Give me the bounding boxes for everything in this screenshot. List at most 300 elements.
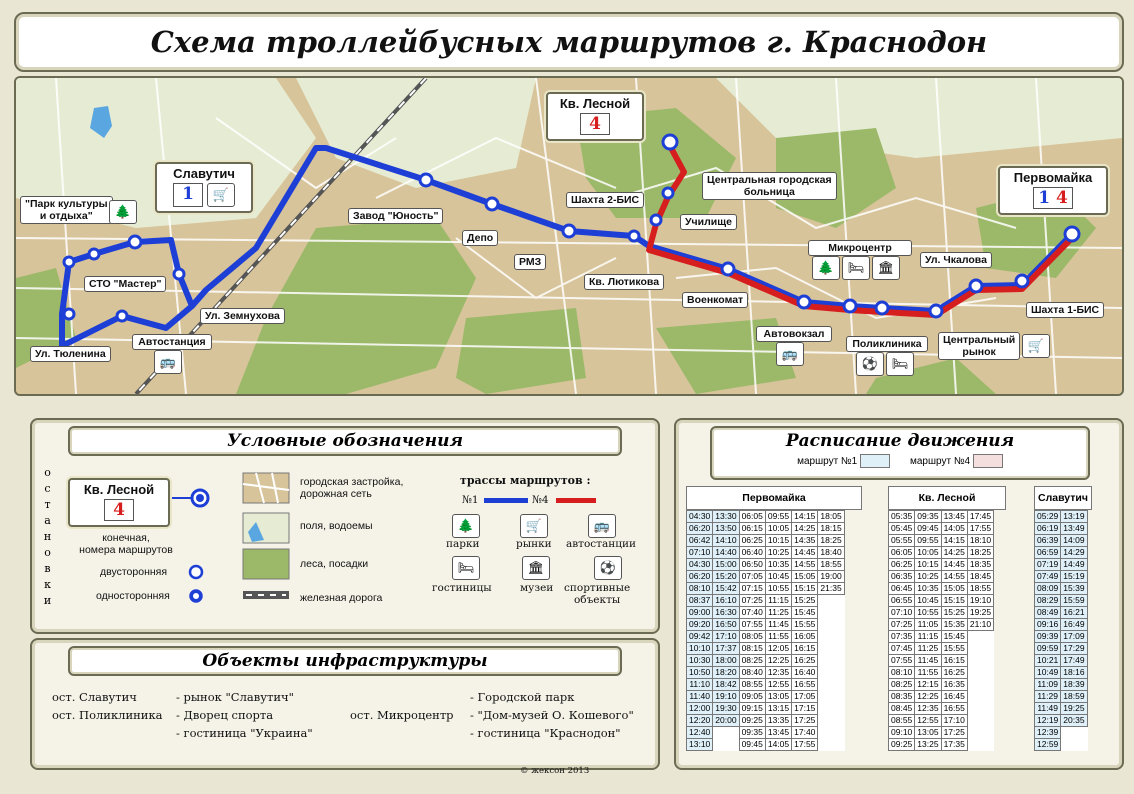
schedule-row: [889, 583, 994, 595]
schedule-row: [889, 559, 994, 571]
legend-stops-vertical: остановки: [41, 466, 54, 610]
legend-routes-title: трассы маршрутов :: [460, 474, 591, 487]
schedule-cell: 09:00: [687, 607, 713, 619]
schedule-cell: 11:55: [915, 667, 941, 679]
schedule-cell: [1061, 727, 1087, 739]
schedule-cell: 05:55: [889, 535, 915, 547]
schedule-cell: 15:39: [1061, 583, 1087, 595]
schedule-row: [889, 715, 994, 727]
schedule-cell: 13:35: [765, 715, 791, 727]
legend-fields: поля, водоемы: [300, 520, 373, 532]
schedule-cell: 14:40: [713, 547, 739, 559]
schedule-cell: 12:35: [765, 667, 791, 679]
infra-item: - гостиница "Краснодон": [470, 726, 621, 740]
schedule-cell: 18:25: [967, 547, 993, 559]
schedule-cell: 15:55: [941, 643, 967, 655]
schedule-cell: 10:55: [915, 607, 941, 619]
schedule-row: [687, 607, 845, 619]
schedule-title-text: Расписание движения: [785, 431, 1015, 451]
schedule-cell: 18:10: [967, 535, 993, 547]
schedule-cell: 06:42: [687, 535, 713, 547]
schedule-cell: [818, 607, 844, 619]
schedule-cell: 05:29: [1035, 511, 1061, 523]
schedule-cell: 14:05: [765, 739, 791, 751]
stop-label-avtostantsia: Автостанция: [132, 334, 212, 350]
schedule-cell: 16:40: [792, 667, 818, 679]
route-4-swatch: [556, 498, 596, 504]
schedule-cell: 07:25: [739, 595, 765, 607]
schedule-cell: 15:05: [941, 583, 967, 595]
schedule-cell: 06:05: [739, 511, 765, 523]
schedule-cell: 13:30: [713, 511, 739, 523]
schedule-cell: 14:05: [941, 523, 967, 535]
terminal-kv-lesnoy[interactable]: [546, 92, 644, 141]
schedule-cell: 13:45: [765, 727, 791, 739]
schedule-cell: 17:10: [941, 715, 967, 727]
schedule-cell: 16:45: [941, 691, 967, 703]
title-banner: [14, 12, 1124, 72]
forest-swatch: [242, 548, 290, 580]
schedule-cell: 10:21: [1035, 655, 1061, 667]
schedule-cell: 10:35: [765, 559, 791, 571]
schedule-row: [687, 547, 845, 559]
schedule-row: [889, 595, 994, 607]
schedule-cell: 07:55: [889, 655, 915, 667]
schedule-cell: 06:55: [889, 595, 915, 607]
schedule-cell: [967, 631, 993, 643]
schedule-cell: 18:25: [818, 535, 844, 547]
schedule-cell: 08:55: [739, 679, 765, 691]
schedule-table-pervomaika: [686, 510, 845, 751]
schedule-cell: 08:49: [1035, 607, 1061, 619]
schedule-cell: [818, 703, 844, 715]
schedule-row: [687, 703, 845, 715]
schedule-cell: 07:35: [889, 631, 915, 643]
schedule-cell: 15:35: [941, 619, 967, 631]
schedule-cell: 13:10: [687, 739, 713, 751]
schedule-cell: 08:40: [739, 667, 765, 679]
schedule-cell: 05:45: [889, 523, 915, 535]
schedule-cell: 13:25: [915, 739, 941, 751]
schedule-row: [687, 523, 845, 535]
schedule-row: [1035, 535, 1088, 547]
schedule-cell: 06:20: [687, 523, 713, 535]
schedule-cell: 19:00: [818, 571, 844, 583]
schedule-cell: [967, 643, 993, 655]
schedule-row: [889, 607, 994, 619]
infra-item: - Дворец спорта: [176, 708, 274, 722]
schedule-row: [1035, 511, 1088, 523]
schedule-cell: 09:20: [687, 619, 713, 631]
schedule-title: [710, 426, 1090, 480]
schedule-row: [1035, 523, 1088, 535]
schedule-cell: 07:10: [889, 607, 915, 619]
legend-icon-museum: музеи: [520, 582, 554, 594]
schedule-cell: 11:15: [765, 595, 791, 607]
schedule-cell: [967, 655, 993, 667]
schedule-cell: 12:40: [687, 727, 713, 739]
schedule-cell: 08:10: [687, 583, 713, 595]
schedule-cell: 16:30: [713, 607, 739, 619]
schedule-cell: 08:05: [739, 631, 765, 643]
schedule-row: [687, 595, 845, 607]
schedule-cell: 12:00: [687, 703, 713, 715]
infra-item: - гостиница "Украина": [176, 726, 313, 740]
terminal-pervomaika[interactable]: [998, 166, 1108, 215]
schedule-row: [1035, 667, 1088, 679]
schedule-cell: 10:05: [765, 523, 791, 535]
schedule-cell: 12:15: [915, 679, 941, 691]
infrastructure-panel: [30, 638, 660, 770]
schedule-cell: 17:25: [792, 715, 818, 727]
schedule-cell: 10:45: [765, 571, 791, 583]
schedule-row: [889, 691, 994, 703]
route-number: 1: [1038, 188, 1051, 208]
schedule-cell: 09:35: [739, 727, 765, 739]
stop-label-tyulenina: Ул. Тюленина: [30, 346, 111, 362]
schedule-row: [1035, 631, 1088, 643]
schedule-row: [1035, 547, 1088, 559]
schedule-cell: 12:19: [1035, 715, 1061, 727]
schedule-head-slavutich: Славутич: [1034, 486, 1092, 510]
schedule-cell: 12:35: [915, 703, 941, 715]
schedule-row: [1035, 679, 1088, 691]
legend-one-way: односторонняя: [96, 590, 170, 602]
schedule-row: [889, 535, 994, 547]
schedule-cell: 08:25: [889, 679, 915, 691]
park-icon: 🌲: [812, 256, 840, 280]
schedule-cell: 08:29: [1035, 595, 1061, 607]
schedule-cell: 15:45: [792, 607, 818, 619]
schedule-cell: 17:09: [1061, 631, 1087, 643]
infra-item: - рынок "Славутич": [176, 690, 294, 704]
schedule-head-kv-lesnoy: Кв. Лесной: [888, 486, 1006, 510]
market-icon: 🛒: [520, 514, 548, 538]
schedule-cell: 09:59: [1035, 643, 1061, 655]
schedule-cell: 12:59: [1035, 739, 1061, 751]
schedule-cell: 11:10: [687, 679, 713, 691]
market-icon: 🛒: [1022, 334, 1050, 358]
schedule-row: [687, 631, 845, 643]
schedule-cell: 17:29: [1061, 643, 1087, 655]
route-number: 4: [580, 113, 610, 135]
schedule-row: [889, 631, 994, 643]
schedule-cell: 08:15: [739, 643, 765, 655]
schedule-cell: 15:05: [792, 571, 818, 583]
infra-stop-slavutich: ост. Славутич: [52, 690, 137, 704]
schedule-cell: 10:49: [1035, 667, 1061, 679]
legend-icon-market: рынки: [516, 538, 552, 550]
schedule-cell: 14:29: [1061, 547, 1087, 559]
schedule-cell: 10:55: [765, 583, 791, 595]
schedule-row: [889, 523, 994, 535]
legend-two-way: двусторонняя: [100, 566, 168, 578]
schedule-cell: 07:49: [1035, 571, 1061, 583]
schedule-cell: 19:30: [713, 703, 739, 715]
schedule-cell: 06:35: [889, 571, 915, 583]
route1-key-label: маршрут №1: [797, 456, 858, 467]
schedule-cell: 14:25: [941, 547, 967, 559]
schedule-row: [1035, 607, 1088, 619]
stop-label-depo: Депо: [462, 230, 498, 246]
schedule-cell: 06:45: [889, 583, 915, 595]
schedule-cell: [818, 631, 844, 643]
schedule-row: [687, 679, 845, 691]
schedule-cell: 09:25: [739, 715, 765, 727]
schedule-cell: 16:25: [941, 667, 967, 679]
schedule-row: [1035, 715, 1088, 727]
schedule-row: [687, 655, 845, 667]
schedule-row: [1035, 691, 1088, 703]
schedule-row: [889, 619, 994, 631]
schedule-cell: 10:35: [915, 583, 941, 595]
legend-terminal-marker: [172, 488, 212, 508]
schedule-cell: [818, 595, 844, 607]
legend-icon-sport: спортивные объекты: [564, 582, 631, 606]
legend-icon-park: парки: [446, 538, 480, 550]
schedule-cell: 16:50: [713, 619, 739, 631]
schedule-cell: 17:40: [792, 727, 818, 739]
schedule-cell: 10:15: [915, 559, 941, 571]
schedule-cell: 09:10: [889, 727, 915, 739]
schedule-cell: 15:00: [713, 559, 739, 571]
schedule-cell: 14:15: [792, 511, 818, 523]
terminal-slavutich[interactable]: [155, 162, 253, 213]
schedule-cell: 10:50: [687, 667, 713, 679]
schedule-cell: 15:45: [941, 631, 967, 643]
schedule-cell: 11:25: [915, 643, 941, 655]
schedule-cell: 09:15: [739, 703, 765, 715]
two-way-stop-icon: [188, 564, 204, 580]
schedule-cell: 12:20: [687, 715, 713, 727]
legend-urban: городская застройка, дорожная сеть: [300, 476, 404, 500]
schedule-row: [1035, 703, 1088, 715]
schedule-cell: 15:55: [792, 619, 818, 631]
schedule-row: [687, 715, 845, 727]
schedule-cell: 06:05: [889, 547, 915, 559]
schedule-cell: 12:39: [1035, 727, 1061, 739]
route1-swatch: [860, 454, 890, 468]
schedule-cell: [818, 691, 844, 703]
schedule-cell: 06:25: [889, 559, 915, 571]
route-number: 4: [1055, 188, 1068, 208]
schedule-cell: 09:55: [765, 511, 791, 523]
schedule-cell: 10:05: [915, 547, 941, 559]
schedule-cell: 15:42: [713, 583, 739, 595]
schedule-cell: 12:25: [915, 691, 941, 703]
schedule-cell: 12:05: [765, 643, 791, 655]
route4-key-label: маршрут №4: [910, 456, 971, 467]
schedule-cell: 07:10: [687, 547, 713, 559]
schedule-cell: 15:20: [713, 571, 739, 583]
schedule-cell: 11:45: [915, 655, 941, 667]
schedule-row: [889, 703, 994, 715]
schedule-row: [687, 559, 845, 571]
stop-label-park: "Парк культуры и отдыха": [20, 196, 113, 224]
schedule-cell: 09:55: [915, 535, 941, 547]
route-number: 1: [173, 183, 203, 207]
railway-swatch: [242, 590, 290, 600]
bus-icon: 🚌: [154, 350, 182, 374]
schedule-row: [1035, 559, 1088, 571]
schedule-panel: [674, 418, 1124, 770]
legend-forest: леса, посадки: [300, 558, 369, 570]
route4-swatch: [973, 454, 1003, 468]
schedule-cell: 17:35: [941, 739, 967, 751]
schedule-cell: 08:37: [687, 595, 713, 607]
bus-icon: 🚌: [776, 342, 804, 366]
route4-key: [910, 454, 1003, 470]
sport-icon: ⚽: [594, 556, 622, 580]
schedule-cell: 17:37: [713, 643, 739, 655]
schedule-cell: [967, 691, 993, 703]
stop-label-poliklinika: Поликлиника: [846, 336, 928, 352]
schedule-cell: 18:16: [1061, 667, 1087, 679]
hotel-icon: 🛏: [842, 256, 870, 280]
schedule-row: [687, 571, 845, 583]
schedule-cell: 08:45: [889, 703, 915, 715]
legend-route4: №4: [532, 494, 549, 506]
schedule-cell: 17:05: [792, 691, 818, 703]
stop-label-uchilische: Училище: [680, 214, 737, 230]
schedule-cell: 07:15: [739, 583, 765, 595]
schedule-row: [687, 583, 845, 595]
schedule-cell: 21:35: [818, 583, 844, 595]
schedule-row: [687, 643, 845, 655]
infra-stop-poliklinika: ост. Поликлиника: [52, 708, 163, 722]
hotel-icon: 🛏: [886, 352, 914, 376]
schedule-cell: 18:35: [967, 559, 993, 571]
schedule-table-kv-lesnoy: [888, 510, 994, 751]
schedule-cell: 10:25: [765, 547, 791, 559]
schedule-cell: 17:55: [967, 523, 993, 535]
schedule-row: [1035, 619, 1088, 631]
park-icon: 🌲: [109, 200, 137, 224]
schedule-cell: 13:19: [1061, 511, 1087, 523]
schedule-row: [1035, 595, 1088, 607]
schedule-row: [687, 739, 845, 751]
legend-terminal-name: Кв. Лесной: [83, 482, 155, 497]
stop-label-shakhta1: Шахта 1-БИС: [1026, 302, 1104, 318]
legend-sample-terminal: [68, 478, 170, 527]
schedule-row: [1035, 583, 1088, 595]
schedule-cell: 06:15: [739, 523, 765, 535]
stop-label-zavod: Завод "Юность": [348, 208, 443, 224]
schedule-cell: 09:45: [739, 739, 765, 751]
schedule-cell: 16:15: [941, 655, 967, 667]
schedule-cell: [818, 667, 844, 679]
schedule-cell: 09:05: [739, 691, 765, 703]
stop-label-shakhta2: Шахта 2-БИС: [566, 192, 644, 208]
schedule-cell: 18:55: [818, 559, 844, 571]
schedule-cell: 12:55: [765, 679, 791, 691]
schedule-cell: [818, 679, 844, 691]
schedule-cell: 10:25: [915, 571, 941, 583]
infra-item: - "Дом-музей О. Кошевого": [470, 708, 634, 722]
schedule-cell: 18:45: [967, 571, 993, 583]
schedule-cell: 08:35: [889, 691, 915, 703]
schedule-cell: 11:55: [765, 631, 791, 643]
schedule-cell: 14:15: [941, 535, 967, 547]
stop-label-chkalova: Ул. Чкалова: [920, 252, 992, 268]
schedule-cell: 15:25: [941, 607, 967, 619]
schedule-cell: 06:39: [1035, 535, 1061, 547]
schedule-cell: 18:55: [967, 583, 993, 595]
schedule-cell: 16:21: [1061, 607, 1087, 619]
schedule-cell: 20:35: [1061, 715, 1087, 727]
legend-icon-bus: автостанции: [566, 538, 636, 550]
schedule-cell: 17:45: [967, 511, 993, 523]
park-icon: 🌲: [452, 514, 480, 538]
schedule-row: [687, 535, 845, 547]
stop-label-lyutikova: Кв. Лютикова: [584, 274, 664, 290]
schedule-cell: 19:10: [967, 595, 993, 607]
schedule-cell: 14:10: [713, 535, 739, 547]
schedule-cell: 16:15: [792, 643, 818, 655]
schedule-cell: 16:49: [1061, 619, 1087, 631]
fields-swatch: [242, 512, 290, 544]
schedule-row: [687, 727, 845, 739]
schedule-cell: 09:35: [915, 511, 941, 523]
route-1-swatch: [484, 498, 528, 504]
schedule-cell: [713, 739, 739, 751]
route-map: [14, 76, 1124, 396]
schedule-cell: [967, 715, 993, 727]
schedule-cell: 11:15: [915, 631, 941, 643]
stop-label-rmz: РМЗ: [514, 254, 546, 270]
schedule-row: [889, 667, 994, 679]
schedule-row: [687, 691, 845, 703]
schedule-cell: 21:10: [967, 619, 993, 631]
schedule-cell: 12:55: [915, 715, 941, 727]
schedule-cell: 13:50: [713, 523, 739, 535]
schedule-cell: 06:19: [1035, 523, 1061, 535]
schedule-cell: 19:10: [713, 691, 739, 703]
schedule-cell: 14:55: [941, 571, 967, 583]
schedule-cell: 15:19: [1061, 571, 1087, 583]
schedule-row: [889, 679, 994, 691]
legend-railway: железная дорога: [300, 592, 383, 604]
schedule-cell: 04:30: [687, 559, 713, 571]
schedule-cell: 15:15: [941, 595, 967, 607]
stop-label-mikrocentr: Микроцентр: [808, 240, 912, 256]
legend-icon-hotel: гостиницы: [432, 582, 492, 594]
schedule-cell: [818, 739, 844, 751]
schedule-cell: 18:20: [713, 667, 739, 679]
schedule-cell: 16:25: [792, 655, 818, 667]
schedule-cell: 13:49: [1061, 523, 1087, 535]
schedule-cell: 06:40: [739, 547, 765, 559]
schedule-row: [889, 547, 994, 559]
urban-swatch: [242, 472, 290, 504]
schedule-row: [889, 727, 994, 739]
schedule-cell: 17:15: [792, 703, 818, 715]
terminal-name: Кв. Лесной: [559, 96, 631, 111]
legend-panel: [30, 418, 660, 634]
schedule-cell: 07:40: [739, 607, 765, 619]
schedule-cell: [818, 655, 844, 667]
schedule-cell: 11:05: [915, 619, 941, 631]
schedule-cell: [967, 667, 993, 679]
schedule-cell: 14:35: [792, 535, 818, 547]
sport-icon: ⚽: [856, 352, 884, 376]
schedule-row: [889, 643, 994, 655]
schedule-cell: 10:45: [915, 595, 941, 607]
schedule-cell: 15:15: [792, 583, 818, 595]
schedule-cell: [967, 739, 993, 751]
schedule-cell: [818, 715, 844, 727]
schedule-cell: 14:55: [792, 559, 818, 571]
